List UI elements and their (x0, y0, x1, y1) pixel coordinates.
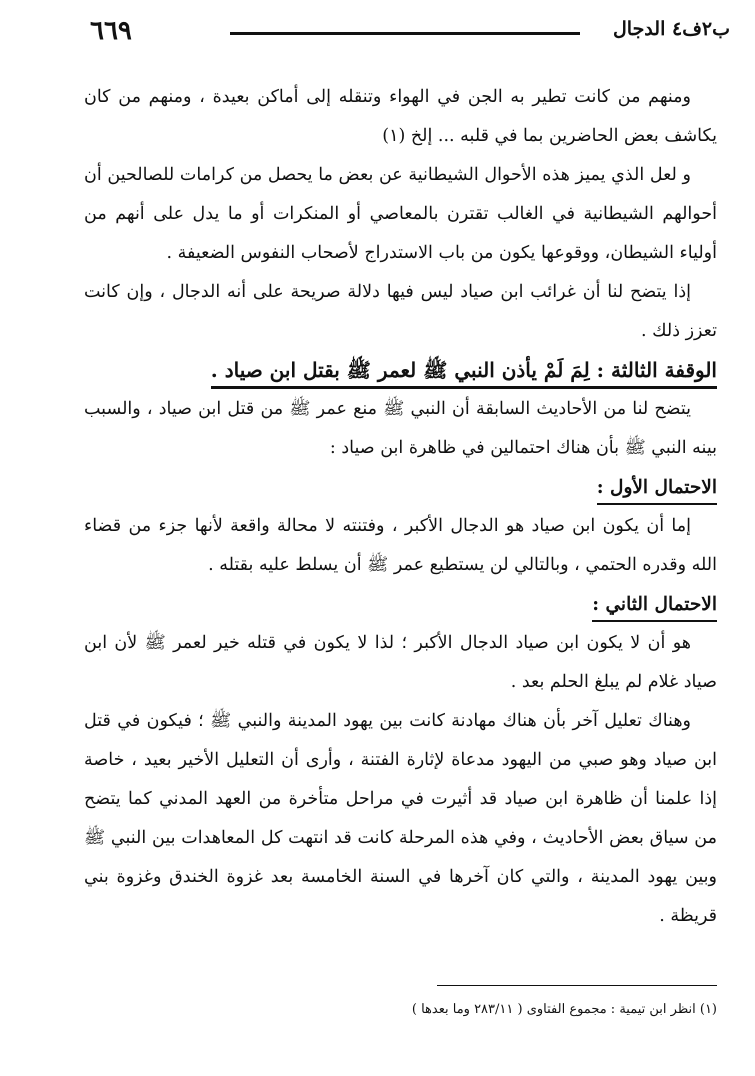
paragraph-4: يتضح لنا من الأحاديث السابقة أن النبي ﷺ منع عمر ﷺ من قتل ابن صياد ، والسبب بينه النبي ﷺ بأن هناك احتمالين في ظاهرة ابن صياد : (84, 399, 717, 458)
first-possibility-heading (84, 468, 717, 507)
page-body (84, 78, 717, 936)
first-possibility-heading-text: الاحتمال الأول : (597, 473, 717, 505)
header-rule (230, 32, 580, 35)
paragraph-2: و لعل الذي يميز هذه الأحوال الشيطانية عن بعض ما يحصل من كرامات للصالحين أن أحوالهم الشيطانية في الغالب تقترن بالمعاصي أو المنكرات أو ما يدل على أنهم من أولياء الشيطان، ووقوعها يكون من باب الاستدراج لأصحاب النفوس الضعيفة . (84, 165, 717, 263)
second-possibility-heading-text: الاحتمال الثاني : (592, 590, 717, 622)
page-number: ٦٦٩ (90, 16, 132, 46)
paragraph-6: هو أن لا يكون ابن صياد الدجال الأكبر ؛ لذا لا يكون في قتله خير لعمر ﷺ لأن ابن صياد غلام لم يبلغ الحلم بعد . (84, 633, 717, 692)
running-head: ب٢ف٤ الدجال (612, 18, 730, 40)
second-possibility-heading (84, 585, 717, 624)
section-heading (84, 351, 717, 390)
footnote-rule (437, 985, 717, 986)
paragraph-3: إذا يتضح لنا أن غرائب ابن صياد ليس فيها دلالة صريحة على أنه الدجال ، وإن كانت تعزز ذلك . (84, 282, 717, 341)
paragraph-7: وهناك تعليل آخر بأن هناك مهادنة كانت بين يهود المدينة والنبي ﷺ ؛ فيكون في قتل ابن صياد وهو صبي من اليهود مدعاة لإثارة الفتنة ، وأرى أن التعليل الأخير بعيد ، خاصة إذا علمنا أن ظاهرة ابن صياد قد أثيرت في مراحل متأخرة من العهد المدني كما يتضح من سياق بعض الأحاديث ، وفي هذه المرحلة كانت قد انتهت كل المعاهدات بين النبي ﷺ وبين يهود المدينة ، والتي كان آخرها في السنة الخامسة بعد غزوة الخندق وغزوة بني قريظة . (84, 711, 717, 926)
section-heading-text: الوقفة الثالثة : لِمَ لَمْ يأذن النبي ﷺ لعمر ﷺ بقتل ابن صياد . (211, 356, 717, 389)
paragraph-1: ومنهم من كانت تطير به الجن في الهواء وتنقله إلى أماكن بعيدة ، ومنهم من كان يكاشف بعض الحاضرين بما في قلبه ... إلخ (١) (84, 87, 717, 146)
page-header (90, 10, 730, 50)
footnote: (١) انظر ابن تيمية : مجموع الفتاوى ( ٢٨٣/١١ وما بعدها ) (411, 1002, 717, 1017)
paragraph-5: إما أن يكون ابن صياد هو الدجال الأكبر ، وفتنته لا محالة واقعة لأنها جزء من قضاء الله وقدره الحتمي ، وبالتالي لن يستطيع عمر ﷺ أن يسلط عليه بقتله . (84, 516, 717, 575)
